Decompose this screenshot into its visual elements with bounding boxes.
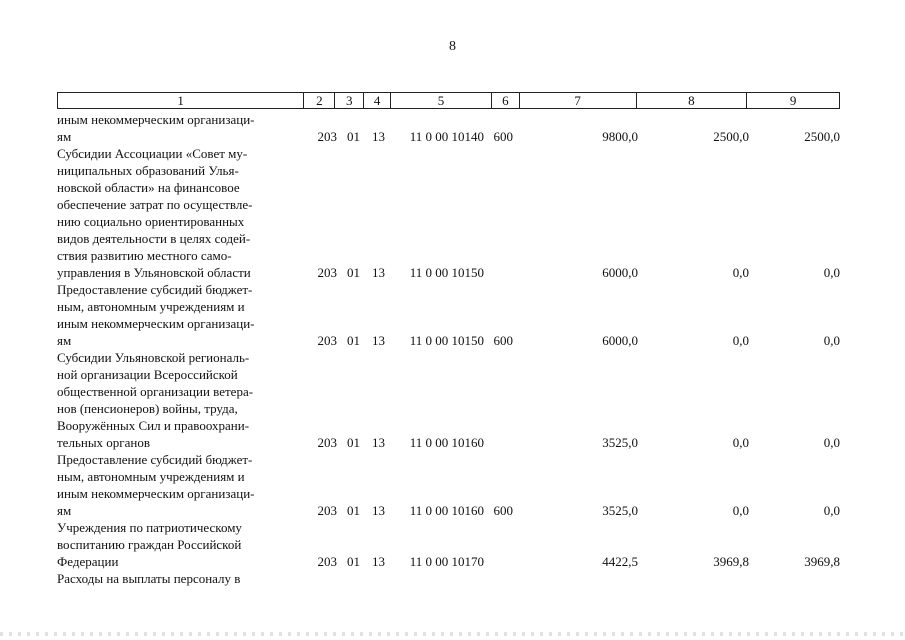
cell-c6: 600	[493, 129, 513, 144]
cell-c7: 9800,0	[602, 129, 638, 144]
row-description	[57, 349, 304, 451]
cell-c8: 3969,8	[713, 554, 749, 569]
description-line: иным некоммерческим организаци-	[57, 486, 255, 501]
description-line: видов деятельности в целях содей-	[57, 231, 251, 246]
cell-c4: 13	[372, 265, 385, 280]
description-line: ям	[57, 503, 72, 518]
row-description	[57, 281, 304, 349]
cell-c2: 203	[317, 435, 337, 450]
cell-c9: 0,0	[823, 435, 840, 450]
description-line: новской области» на финансовое	[57, 180, 240, 195]
scan-edge-marks	[0, 632, 905, 636]
header-cell-4: 4	[364, 93, 391, 108]
row-description	[57, 570, 304, 587]
cell-c8: 0,0	[732, 265, 749, 280]
row-description	[57, 451, 304, 519]
cell-c2: 203	[317, 333, 337, 348]
table-row	[57, 519, 840, 570]
description-line: Субсидии Ульяновской региональ-	[57, 350, 250, 365]
table-row	[57, 349, 840, 451]
header-cell-1: 1	[58, 93, 304, 108]
description-line: тельных органов	[57, 435, 151, 450]
header-cell-6: 6	[492, 93, 520, 108]
cell-c4: 13	[372, 333, 385, 348]
description-line: ным, автономным учреждениям и	[57, 469, 245, 484]
description-line: Вооружённых Сил и правоохрани-	[57, 418, 250, 433]
table-row	[57, 111, 840, 145]
cell-c9: 0,0	[823, 503, 840, 518]
cell-c4: 13	[372, 554, 385, 569]
description-line: иным некоммерческим организаци-	[57, 112, 255, 127]
cell-c5: 11 0 00 10140	[409, 129, 484, 144]
description-line: ям	[57, 333, 72, 348]
cell-c8: 0,0	[732, 435, 749, 450]
description-line: Субсидии Ассоциации «Совет му-	[57, 146, 248, 161]
cell-c9: 0,0	[823, 333, 840, 348]
row-description	[57, 519, 304, 570]
cell-c7: 3525,0	[602, 435, 638, 450]
description-line: иным некоммерческим организаци-	[57, 316, 255, 331]
page-number: 8	[449, 39, 456, 54]
table-row	[57, 145, 840, 281]
cell-c7: 4422,5	[602, 554, 638, 569]
description-line: общественной организации ветера-	[57, 384, 254, 399]
description-line: обеспечение затрат по осуществле-	[57, 197, 253, 212]
cell-c4: 13	[372, 129, 385, 144]
description-line: нию социально ориентированных	[57, 214, 245, 229]
cell-c2: 203	[317, 265, 337, 280]
cell-c3: 01	[347, 333, 360, 348]
description-line: ной организации Всероссийской	[57, 367, 238, 382]
table-row	[57, 570, 840, 587]
cell-c3: 01	[347, 554, 360, 569]
description-line: нов (пенсионеров) войны, труда,	[57, 401, 238, 416]
cell-c8: 2500,0	[713, 129, 749, 144]
description-line: Учреждения по патриотическому	[57, 520, 242, 535]
cell-c5: 11 0 00 10170	[409, 554, 484, 569]
header-cell-3: 3	[335, 93, 364, 108]
table-row	[57, 451, 840, 519]
row-description	[57, 145, 304, 281]
cell-c4: 13	[372, 435, 385, 450]
description-line: ям	[57, 129, 72, 144]
row-description	[57, 111, 304, 145]
cell-c2: 203	[317, 554, 337, 569]
cell-c3: 01	[347, 435, 360, 450]
description-line: воспитанию граждан Российской	[57, 537, 242, 552]
cell-c7: 6000,0	[602, 265, 638, 280]
header-cell-7: 7	[520, 93, 637, 108]
description-line: ствия развитию местного само-	[57, 248, 232, 263]
cell-c6: 600	[493, 333, 513, 348]
cell-c3: 01	[347, 503, 360, 518]
description-line: Расходы на выплаты персоналу в	[57, 571, 241, 586]
cell-c5: 11 0 00 10160	[409, 435, 484, 450]
cell-c4: 13	[372, 503, 385, 518]
description-line: управления в Ульяновской области	[57, 265, 251, 280]
description-line: Федерации	[57, 554, 119, 569]
cell-c3: 01	[347, 265, 360, 280]
header-cell-8: 8	[637, 93, 748, 108]
cell-c9: 3969,8	[804, 554, 840, 569]
cell-c5: 11 0 00 10150	[409, 333, 484, 348]
description-line: ным, автономным учреждениям и	[57, 299, 245, 314]
cell-c7: 6000,0	[602, 333, 638, 348]
header-cell-5: 5	[391, 93, 492, 108]
cell-c2: 203	[317, 129, 337, 144]
cell-c9: 0,0	[823, 265, 840, 280]
cell-c2: 203	[317, 503, 337, 518]
cell-c8: 0,0	[732, 503, 749, 518]
cell-c5: 11 0 00 10150	[409, 265, 484, 280]
description-line: Предоставление субсидий бюджет-	[57, 282, 253, 297]
table-row	[57, 281, 840, 349]
cell-c7: 3525,0	[602, 503, 638, 518]
header-cell-2: 2	[304, 93, 335, 108]
description-line: ниципальных образований Улья-	[57, 163, 239, 178]
cell-c5: 11 0 00 10160	[409, 503, 484, 518]
cell-c9: 2500,0	[804, 129, 840, 144]
cell-c6: 600	[493, 503, 513, 518]
header-cell-9: 9	[789, 93, 797, 108]
table-body	[57, 111, 840, 587]
table-header	[57, 92, 840, 109]
description-line: Предоставление субсидий бюджет-	[57, 452, 253, 467]
cell-c3: 01	[347, 129, 360, 144]
cell-c8: 0,0	[732, 333, 749, 348]
